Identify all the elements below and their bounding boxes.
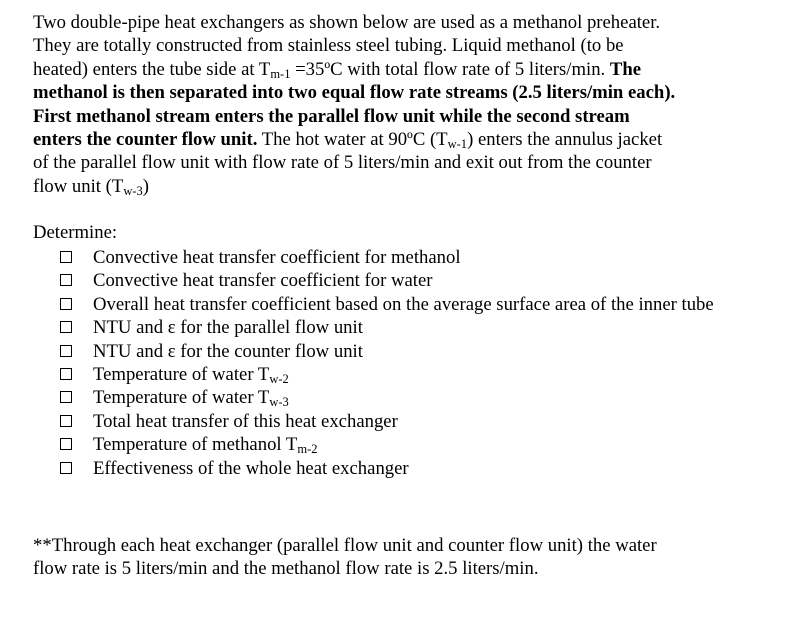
- checkbox-icon[interactable]: [60, 415, 72, 427]
- intro-text: =35ºC with total flow rate of 5 liters/min.: [290, 58, 610, 80]
- intro-text: flow unit (T: [33, 175, 124, 197]
- task-item: [60, 433, 740, 456]
- task-label: Temperature of methanol T: [93, 434, 298, 456]
- checkbox-icon[interactable]: [60, 438, 72, 450]
- checkbox-icon[interactable]: [60, 274, 72, 286]
- intro-bold-text: enters the counter flow unit.: [33, 129, 258, 151]
- task-item: [60, 316, 740, 339]
- subscript: m-2: [297, 442, 318, 457]
- intro-line-3: [33, 58, 753, 81]
- task-label: NTU and ε for the counter flow unit: [93, 340, 363, 362]
- task-label: Total heat transfer of this heat exchanger: [93, 410, 398, 432]
- checkbox-icon[interactable]: [60, 462, 72, 474]
- task-item: [60, 386, 740, 409]
- subscript: w-3: [269, 395, 289, 410]
- task-item: [60, 269, 740, 292]
- task-item: [60, 410, 740, 433]
- intro-text: Two double-pipe heat exchangers as shown below are used as a methanol preheater.: [33, 12, 661, 33]
- checkbox-icon[interactable]: [60, 251, 72, 263]
- task-item: [60, 340, 740, 363]
- intro-text: heated) enters the tube side at T: [33, 58, 271, 80]
- footnote-line-1: **Through each heat exchanger (parallel flow unit and counter flow unit) the water: [33, 535, 657, 556]
- subscript: w-2: [269, 372, 289, 387]
- intro-text: ) enters the annulus jacket: [467, 129, 663, 151]
- task-label: Overall heat transfer coefficient based on the average surface area of the inner tube: [93, 293, 714, 315]
- problem-statement: [33, 11, 753, 198]
- intro-text: ): [142, 175, 149, 197]
- checkbox-icon[interactable]: [60, 391, 72, 403]
- intro-line-2: [33, 34, 753, 57]
- task-item: [60, 363, 740, 386]
- checkbox-icon[interactable]: [60, 298, 72, 310]
- intro-line-8: [33, 175, 753, 198]
- intro-text: of the parallel flow unit with flow rate of 5 liters/min and exit out from the counter: [33, 152, 652, 174]
- intro-text: The hot water at 90ºC (T: [257, 129, 448, 151]
- task-label: Effectiveness of the whole heat exchanger: [93, 457, 409, 479]
- subscript: w-3: [123, 183, 143, 198]
- task-label: Convective heat transfer coefficient for water: [93, 270, 433, 292]
- intro-text: They are totally constructed from stainless steel tubing. Liquid methanol (to be: [33, 35, 624, 57]
- intro-line-7: [33, 151, 753, 174]
- subscript: m-1: [270, 66, 291, 81]
- intro-bold-text: The: [609, 58, 642, 80]
- checkbox-icon[interactable]: [60, 321, 72, 333]
- checkbox-icon[interactable]: [60, 368, 72, 380]
- intro-line-4: [33, 81, 753, 104]
- intro-line-6: [33, 128, 753, 151]
- intro-line-5: [33, 105, 753, 128]
- task-label: Convective heat transfer coefficient for methanol: [93, 247, 461, 268]
- task-label: Temperature of water T: [93, 364, 270, 386]
- task-item: [60, 293, 740, 316]
- task-label: Temperature of water T: [93, 387, 270, 409]
- checkbox-icon[interactable]: [60, 345, 72, 357]
- task-item: [60, 457, 740, 480]
- intro-line-1: [33, 11, 753, 34]
- footnote-line-2: flow rate is 5 liters/min and the methanol flow rate is 2.5 liters/min.: [33, 558, 539, 580]
- subscript: w-1: [447, 137, 468, 152]
- task-item: [60, 246, 740, 269]
- task-checklist: [60, 246, 740, 480]
- footnote: [33, 534, 657, 581]
- intro-bold-text: methanol is then separated into two equal flow rate streams (2.5 liters/min each).: [33, 82, 676, 104]
- intro-bold-text: First methanol stream enters the parallel flow unit while the second stream: [33, 105, 630, 127]
- determine-heading: Determine:: [33, 222, 118, 243]
- task-label: NTU and ε for the parallel flow unit: [93, 317, 363, 339]
